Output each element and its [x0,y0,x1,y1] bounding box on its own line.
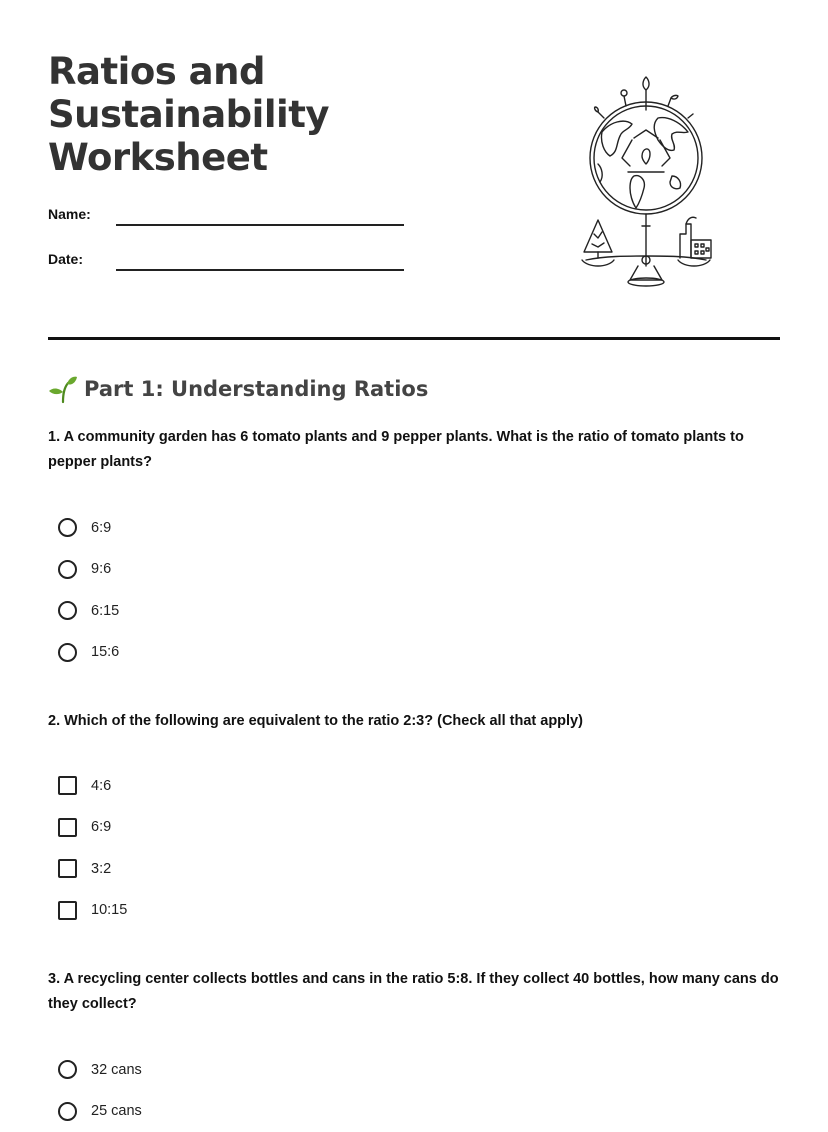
option-q2-a[interactable] [58,765,127,807]
radio-button[interactable] [58,560,77,579]
option-label: 6:15 [91,603,119,619]
section-part-1 [48,373,428,405]
question-1: 1. A community garden has 6 tomato plants and 9 pepper plants. What is the ratio of tomato plants to pepper plants? [48,425,783,475]
radio-button[interactable] [58,643,77,662]
globe-balance-scale-icon [572,76,722,294]
question-3-options [58,1049,142,1132]
checkbox[interactable] [58,818,77,837]
option-label: 10:15 [91,902,127,918]
option-q2-c[interactable] [58,848,127,890]
option-q1-a[interactable] [58,507,119,549]
option-label: 32 cans [91,1062,142,1078]
radio-button[interactable] [58,601,77,620]
option-label: 6:9 [91,520,111,536]
sprout-icon [48,374,78,404]
option-q1-b[interactable] [58,549,119,591]
question-1-options [58,507,119,673]
name-label: Name: [48,206,91,222]
option-q3-b[interactable] [58,1091,142,1132]
checkbox[interactable] [58,901,77,920]
header-divider [48,337,780,340]
option-q1-d[interactable] [58,632,119,674]
option-label: 3:2 [91,861,111,877]
option-q1-c[interactable] [58,590,119,632]
name-input-line[interactable] [116,224,404,226]
checkbox[interactable] [58,776,77,795]
worksheet-title: Ratios and Sustainability Worksheet [48,50,368,179]
date-label: Date: [48,251,83,267]
date-input-line[interactable] [116,269,404,271]
checkbox[interactable] [58,859,77,878]
option-label: 4:6 [91,778,111,794]
radio-button[interactable] [58,1060,77,1079]
section-title: Part 1: Understanding Ratios [84,377,428,401]
option-q2-b[interactable] [58,807,127,849]
option-label: 25 cans [91,1103,142,1119]
option-q2-d[interactable] [58,890,127,932]
option-label: 15:6 [91,644,119,660]
question-2: 2. Which of the following are equivalent to the ratio 2:3? (Check all that apply) [48,709,783,734]
name-field [48,200,408,226]
option-label: 6:9 [91,819,111,835]
question-3: 3. A recycling center collects bottles and cans in the ratio 5:8. If they collect 40 bottles, how many cans do they collect? [48,967,783,1017]
date-field [48,245,408,271]
option-q3-a[interactable] [58,1049,142,1091]
option-label: 9:6 [91,561,111,577]
question-2-options [58,765,127,931]
radio-button[interactable] [58,518,77,537]
